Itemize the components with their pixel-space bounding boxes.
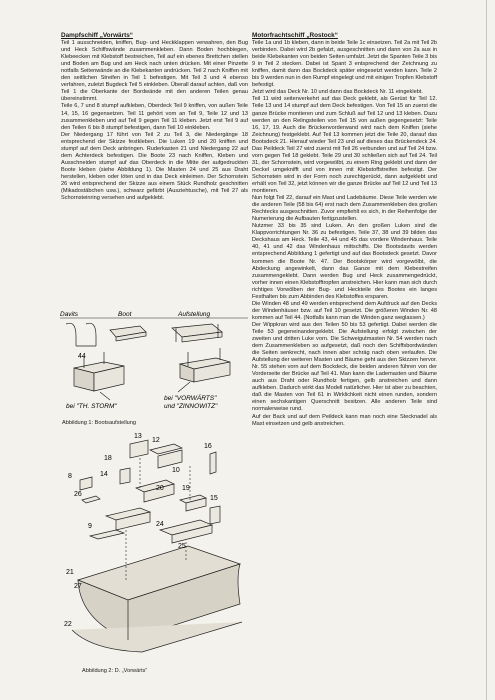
page-edge: [486, 0, 487, 700]
left-paragraph-1: Teil 1 ausschneiden, kniffen, Bug- und Heckklappen verwahren, den Bug und Heck Schiffswände zusammenkleben. Dann Boden hochbiegen, Klebeecken mit Klebstoff bestreichen, Teil auf ein ebenes Brettchen stellen und Boden am Bug und am Heck nach unten drücken. Mit einer Pinzette notfalls Seitenwände an die Klebekanten andrücken. Teil 2 nach Kniffen mit den seitlichen Streifen in Teil 1 befestigen. Mit Teil 3 und 4 ebenso verfahren, zuletzt Bugdeck Teil 5 einkleben. Überall darauf achten, daß von Teil 1 die Oberkante der Bordwände mit den anderen Teilen genau übereinstimmt.: [61, 40, 248, 103]
part-number-15: 15: [210, 495, 218, 502]
part-number-10: 10: [172, 467, 180, 474]
right-paragraph-7: Der Wippkran wird aus den Teilen 50 bis 53 gefertigt. Dabei werden die Teile 53 gegeneinandergeklebt. Die Aufstellung erfolgt zwischen der zweiten und dritten Luke vorn. Die Schweigutmasten Nr. 54 werden nach dem Zusammenkleben so aufgesetzt, daß noch den Schiffsbordwänden die Seiten senkrecht, nach innen aber schräg nach oben verlaufen. Die Aufstellung der weiteren Masten und Bäume geht aus den Skizzen hervor. Nr. 55 stehen vorn auf dem Bockdeck, die beiden anderen führen von der Vorderseite der Brücke auf Teil 41. Man kann die Lademasten und Bäume auch aus Draht oder Rundholz fertigen, gelb anstreichen und dann aufkleben. Dadurch wirkt das Modell natürlicher. Hier ist aber zu beachten, daß die Masten von Teil 61 in Wirklichkeit nicht einen runden, sondern einen sechskantigen Querschnitt besitzen. Alle anderen Teile sind normalerweise rund.: [252, 321, 437, 413]
part-number-14: 14: [100, 471, 108, 478]
boat-label: Boot: [118, 311, 132, 318]
part-number-18: 18: [104, 455, 112, 462]
part-number-44: 44: [78, 353, 86, 360]
left-heading: Dampfschiff „Vorwärts“: [61, 32, 133, 39]
figure2-caption: Abbildung 2: D. „Vorwärts“: [82, 668, 148, 674]
part-number-12: 12: [152, 437, 160, 444]
figure1-caption: Abbildung 1: Bootsaufstellung: [62, 420, 137, 426]
part-number-27: 27: [74, 583, 82, 590]
part-number-21: 21: [66, 569, 74, 576]
part-number-20: 20: [156, 485, 164, 492]
right-heading: Motorfrachtschiff „Rostock“: [252, 32, 338, 39]
hull-drawing: [72, 546, 242, 652]
right-paragraph-2: Jetzt wird das Deck Nr. 10 und dann das Bockdeck Nr. 11 eingeklebt.: [252, 89, 423, 96]
davits-label: Davits: [60, 311, 79, 318]
boat-setup-figure: [60, 308, 248, 428]
boat-drawing: [110, 326, 146, 341]
part-number-9: 9: [88, 523, 92, 530]
right-paragraph-4: Nun folgt Teil 22, darauf ein Mast und Ladebäume. Diese Teile werden wie die anderen Teile (58 bis 64) erst nach dem Zusammenkleben des großen Rechtecks ausgeschnitten. Zuvor empfiehlt es sich, in der Reihenfolge der Numerierung die Aufbauten fertigzustellen.: [252, 195, 437, 223]
right-paragraph-6: Die Winden 48 und 49 werden entsprechend dem Aufdruck auf den Decks der Windenhäuser bzw. auf Teil 10 gesetzt. Die größeren Winden Nr. 48 kommen auf Teil 44. (Notfalls kann man die Winden ganz weglassen.): [252, 300, 437, 321]
right-paragraph-8: Auf der Back und auf dem Peildeck kann man noch eine Stecknadel als Mast einsetzen und gelb anstreichen.: [252, 413, 437, 427]
part-number-13: 13: [134, 433, 142, 440]
vorwaerts-label: bei "VORWÄRTS": [164, 395, 217, 402]
part-number-24: 24: [156, 521, 164, 528]
left-paragraph-3: Der Niedergang 17 führt von Teil 2 zu Teil 3, die Niedergänge 18 entsprechend der Skizze festkleben. Die Luken 19 und 20 kniffen und stumpf auf dem Deck anbringen. Ruderkasten 21 und Niedergang 22 auf dem Achterdeck befestigen. Die Boote 23 nach Kniffen, Kleben und Ausschneiden stumpf auf das Oberdeck in die Mitte der aufgedruckten Boote kleben (siehe Abbildung 1). Die Masten 24 und 25 aus Draht herstellen, kleben oder löten und in das Deck einleimen. Der Schornstein 26 wird entsprechend der Skizze aus einem Stück Rundholz geschnitten (Mikadostäbchen usw.), schwarz gefärbt (Ausziehtusche), mit Teil 27 als Schornsteinring versehen und aufgeklebt.: [61, 131, 248, 202]
zinnowitz-label: und "ZINNOWITZ": [164, 403, 218, 410]
right-column: [252, 32, 437, 428]
right-paragraph-1: Teile 1a und 1b kleben, dann in beide Teile 1c einsetzen. Teil 2a mit Teil 2b verbinden. Dabei wird 2b gefalzt, ausgeschnitten und dann von 2a aus in beide Klebekanten von beiden Seiten umfalzt. Jetzt die Spanten Teile 3 bis 9 in Teil 2 stecken. Dabei ist Spant 3 entsprechend der Zeichnung zu kniffen, damit dann das Bockdeck später eingesetzt werden kann. Teile 2 bis 9 werden nun in den Rumpf eingelegt und mit einigen Tropfen Klebstoff befestigt.: [252, 40, 437, 89]
davits-drawing: [66, 323, 96, 346]
exploded-ship-figure: [60, 430, 248, 665]
vorwaerts-setup-drawing: [180, 348, 230, 382]
right-paragraph-3: Teil 11 wird seitenverkehrt auf das Deck geklebt, als Gerüst für Teil 12. Teile 13 und 14 stumpf auf dem Deck befestigen. Von Teil 15 an zuerst die ganze Brücke montieren und zum Schluß auf Teil 12 und 13 kleben. Dazu werden an den Relingsteilen von Teil 15 von außen gegengesetzt: Teile 16, 17, 19. Auch die Brückenvorderwand wird nach dem Kniffen (siehe Zeichnung) festgeklebt. Auf Teil 13 kommen jetzt die Teile 20, darauf das Bootsdeck 21. Hierauf wieder Teil 23 und auf dieses das Brückendeck 24. Das Peildeck Teil 27 wird zuerst mit Teil 26 verbunden und auf Teil 24 bzw. vorn gegen Teil 18 geklebt. Teile 29 und 30 schließen sich auf Teil 24. Teil 31, der Schornstein, wird vorgewölbt, zu einem Ring geklebt und dann der Deckel umgeknifft und von innen mit Klebstoffstreifen befestigt. Der Schornstein wird in der Form noch zurechtgerückt, dann aufgeklebt und erhält von Teil 32, jetzt können wir die ganze Brücke auf Teil 12 und Teil 13 montieren.: [252, 96, 437, 195]
vorwaerts-label-pointer: [178, 382, 190, 392]
part-number-19: 19: [182, 485, 190, 492]
part-number-26: 26: [74, 491, 82, 498]
setup-label: Aufstellung: [178, 311, 211, 318]
left-column: [61, 32, 248, 202]
left-paragraph-2: Teile 6, 7 und 8 stumpf aufkleben, Oberdeck Teil 9 kniffen, von außen Teile 14, 15, 16 gegensetzen. Teil 11 gehört vorn an Teil 9, Teile 12 und 13 zusammenkleben und auf Teil 9 gegen Teil 11 kleben. Jetzt erst Teil 9 auf den Teilen 6 bis 8 stumpf befestigen, dann Teil 10 einkleben.: [61, 103, 248, 131]
storm-label: bei "TH. STORM": [66, 403, 117, 410]
part-number-25: 25: [178, 543, 186, 550]
right-paragraph-5: Nutzmer 33 bis 35 sind Luken. An den großen Luken sind die Klappvorrichtungen Nr. 36 zu befestigen. Teile 37, 38 und 39 bilden das Deckshaus am Heck. Teile 43, 44 und 45 das vordere Windenhaus. Teile 40, 41 und 42 das Windenhaus mittschiffs. Die Bootsdavits werden entsprechend Abbildung 1 gefertigt und auf das Bootsdeck gesetzt. Davor kommen die Boote Nr. 47. Der Bootskörper wird vorgewölbt, die Abdeckung angewinkelt, dann das Ganze mit dem Klebestreifen zusammengeklebt. Dann werden Bug und Heck zusammengedrückt, vorher innen einen Klebstofftropfen anstreichen. Hier kann man sich durch richtiges Vorwölben der Bug- und Heckteile des Bootes ein langes Festhalten bis zum Abbinden des Klebstoffes ersparen.: [252, 223, 437, 300]
part-number-16: 16: [204, 443, 212, 450]
part-number-8: 8: [68, 473, 72, 480]
upper-parts-drawing: [80, 440, 220, 543]
part-number-22: 22: [64, 621, 72, 628]
setup-drawing: [172, 324, 222, 342]
storm-label-pointer: [100, 392, 110, 400]
